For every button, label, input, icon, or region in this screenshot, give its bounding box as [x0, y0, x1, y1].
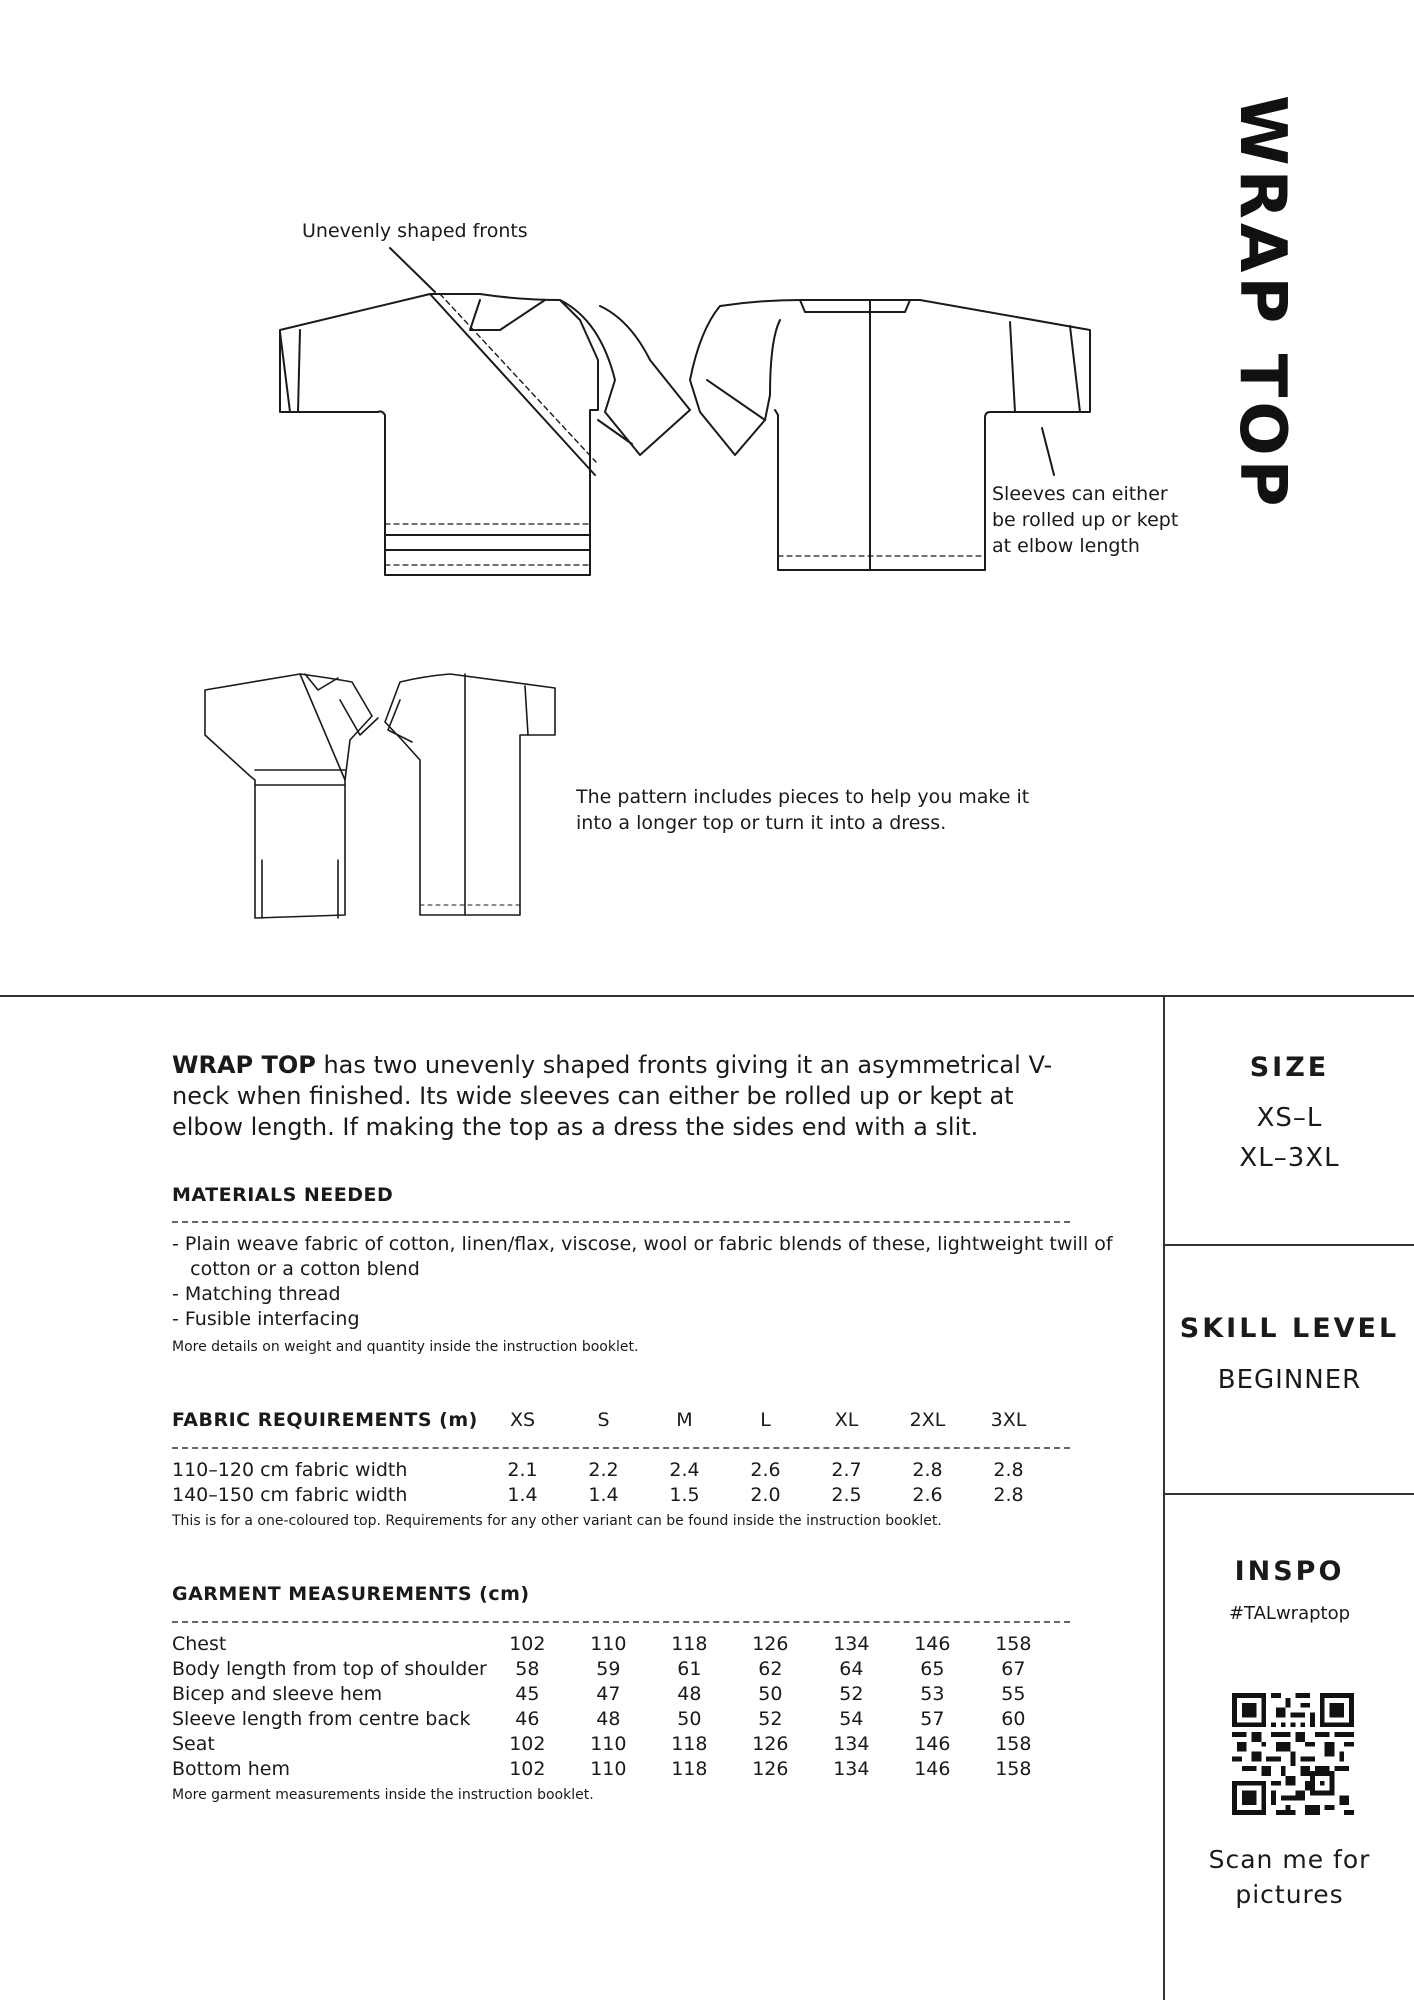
cell: 102 [509, 1758, 546, 1780]
cell: 1.4 [588, 1484, 619, 1506]
cell: 1.4 [507, 1484, 538, 1506]
table-row [172, 1757, 1054, 1782]
materials-item: - Matching thread [172, 1283, 341, 1305]
cell: 2.8 [993, 1459, 1024, 1481]
cell: 2.5 [831, 1484, 862, 1506]
cell: 2.7 [831, 1459, 862, 1481]
row-label: Chest [172, 1633, 227, 1655]
cell: 54 [839, 1708, 864, 1730]
table-row [172, 1632, 1054, 1657]
cell: 134 [833, 1633, 870, 1655]
scan-caption-line: pictures [1235, 1880, 1344, 1909]
row-label: Seat [172, 1733, 215, 1755]
garment-note: More garment measurements inside the instruction booklet. [172, 1787, 594, 1803]
scan-caption-line: Scan me for [1208, 1845, 1371, 1874]
materials-item: - Plain weave fabric of cotton, linen/flax, viscose, wool or fabric blends of these, lightweight twill of [172, 1233, 1113, 1255]
inspo-heading: INSPO [1234, 1556, 1345, 1587]
cell: 64 [839, 1658, 864, 1680]
table-row [172, 1458, 1049, 1483]
size-header: 3XL [990, 1409, 1027, 1431]
side-panel-separator [1163, 1493, 1414, 1495]
cell: 45 [515, 1683, 540, 1705]
cell: 48 [596, 1708, 621, 1730]
cell: 2.2 [588, 1459, 619, 1481]
scan-caption [1165, 1842, 1414, 1912]
cell: 146 [914, 1633, 951, 1655]
cell: 58 [515, 1658, 540, 1680]
cell: 55 [1001, 1683, 1026, 1705]
row-label: 140–150 cm fabric width [172, 1484, 408, 1506]
dress-back-drawing [385, 674, 555, 915]
fabric-table [172, 1458, 1049, 1508]
cell: 62 [758, 1658, 783, 1680]
annotation-sleeves-line: Sleeves can either [992, 483, 1168, 505]
dashed-rule [172, 1221, 1070, 1223]
size-heading: SIZE [1249, 1052, 1330, 1083]
size-range: XS–L [1256, 1103, 1323, 1133]
cell: 57 [920, 1708, 945, 1730]
cell: 110 [590, 1758, 627, 1780]
table-row [172, 1707, 1054, 1732]
annotation-dress-line: into a longer top or turn it into a dress. [576, 812, 947, 834]
intro-paragraph [172, 1050, 1092, 1143]
cell: 2.4 [669, 1459, 700, 1481]
cell: 59 [596, 1658, 621, 1680]
section-divider [0, 995, 1414, 997]
cell: 46 [515, 1708, 540, 1730]
size-header: 2XL [909, 1409, 946, 1431]
annotation-sleeves-line: be rolled up or kept [992, 509, 1179, 531]
intro-text: has two unevenly shaped fronts giving it an asymmetrical V-neck when finished. Its wide sleeves can either be rolled up or kept at elbow length. If making the top as a dress the sides end with a slit. [172, 1051, 1053, 1141]
cell: 50 [758, 1683, 783, 1705]
size-header: XL [834, 1409, 859, 1431]
table-row [172, 1483, 1049, 1508]
cell: 110 [590, 1633, 627, 1655]
cell: 65 [920, 1658, 945, 1680]
cell: 50 [677, 1708, 702, 1730]
cell: 2.6 [750, 1459, 781, 1481]
cell: 126 [752, 1633, 789, 1655]
table-row [172, 1657, 1054, 1682]
garment-table [172, 1632, 1054, 1782]
size-header: S [597, 1409, 610, 1431]
dashed-rule [172, 1447, 1070, 1449]
cell: 126 [752, 1733, 789, 1755]
row-label: Sleeve length from centre back [172, 1708, 471, 1730]
fabric-note: This is for a one-coloured top. Requirements for any other variant can be found inside the instruction booklet. [172, 1513, 942, 1529]
cell: 118 [671, 1733, 708, 1755]
cell: 2.8 [993, 1484, 1024, 1506]
materials-heading: MATERIALS NEEDED [172, 1184, 394, 1206]
cell: 118 [671, 1633, 708, 1655]
cell: 158 [995, 1733, 1032, 1755]
front-top-drawing [280, 294, 690, 575]
cell: 146 [914, 1758, 951, 1780]
garment-heading: GARMENT MEASUREMENTS (cm) [172, 1583, 530, 1605]
cell: 2.0 [750, 1484, 781, 1506]
qr-code[interactable] [1232, 1693, 1354, 1815]
cell: 1.5 [669, 1484, 700, 1506]
leader-line-sleeves [1042, 428, 1054, 475]
cell: 134 [833, 1758, 870, 1780]
row-label: Bottom hem [172, 1758, 290, 1780]
cell: 61 [677, 1658, 702, 1680]
materials-list [172, 1232, 1113, 1332]
fabric-header-table [172, 1408, 1049, 1433]
annotation-dress-line: The pattern includes pieces to help you make it [576, 786, 1030, 808]
table-row [172, 1682, 1054, 1707]
cell: 110 [590, 1733, 627, 1755]
materials-item: - Fusible interfacing [172, 1308, 360, 1330]
size-header: L [760, 1409, 771, 1431]
skill-level: BEGINNER [1217, 1365, 1362, 1395]
dashed-rule [172, 1621, 1070, 1623]
size-header: M [676, 1409, 693, 1431]
cell: 158 [995, 1758, 1032, 1780]
size-range: XL–3XL [1239, 1143, 1340, 1173]
cell: 118 [671, 1758, 708, 1780]
cell: 102 [509, 1733, 546, 1755]
cell: 52 [758, 1708, 783, 1730]
cell: 146 [914, 1733, 951, 1755]
hashtag: #TALwraptop [1228, 1603, 1351, 1624]
row-label: Body length from top of shoulder [172, 1658, 487, 1680]
cell: 48 [677, 1683, 702, 1705]
cell: 47 [596, 1683, 621, 1705]
size-header: XS [509, 1409, 536, 1431]
skill-heading: SKILL LEVEL [1179, 1313, 1400, 1344]
cell: 67 [1001, 1658, 1026, 1680]
cell: 126 [752, 1758, 789, 1780]
materials-note: More details on weight and quantity inside the instruction booklet. [172, 1339, 639, 1355]
materials-item: cotton or a cotton blend [172, 1258, 420, 1280]
cell: 2.1 [507, 1459, 538, 1481]
page-title: WRAP TOP [1225, 95, 1299, 511]
size-values [1165, 1098, 1414, 1178]
row-label: 110–120 cm fabric width [172, 1459, 408, 1481]
side-panel-separator [1163, 1244, 1414, 1246]
row-label: Bicep and sleeve hem [172, 1683, 383, 1705]
cell: 102 [509, 1633, 546, 1655]
cell: 2.8 [912, 1459, 943, 1481]
table-row [172, 1732, 1054, 1757]
annotation-dress [576, 784, 1029, 836]
annotation-sleeves-line: at elbow length [992, 535, 1140, 557]
cell: 2.6 [912, 1484, 943, 1506]
fabric-heading: FABRIC REQUIREMENTS (m) [172, 1409, 478, 1431]
leader-line-fronts [390, 248, 435, 292]
cell: 53 [920, 1683, 945, 1705]
dress-front-drawing [205, 674, 378, 918]
cell: 158 [995, 1633, 1032, 1655]
cell: 52 [839, 1683, 864, 1705]
cell: 134 [833, 1733, 870, 1755]
cell: 60 [1001, 1708, 1026, 1730]
annotation-fronts: Unevenly shaped fronts [302, 220, 528, 242]
fabric-header-row [172, 1408, 1049, 1433]
annotation-sleeves [992, 481, 1178, 559]
intro-name: WRAP TOP [172, 1051, 316, 1079]
